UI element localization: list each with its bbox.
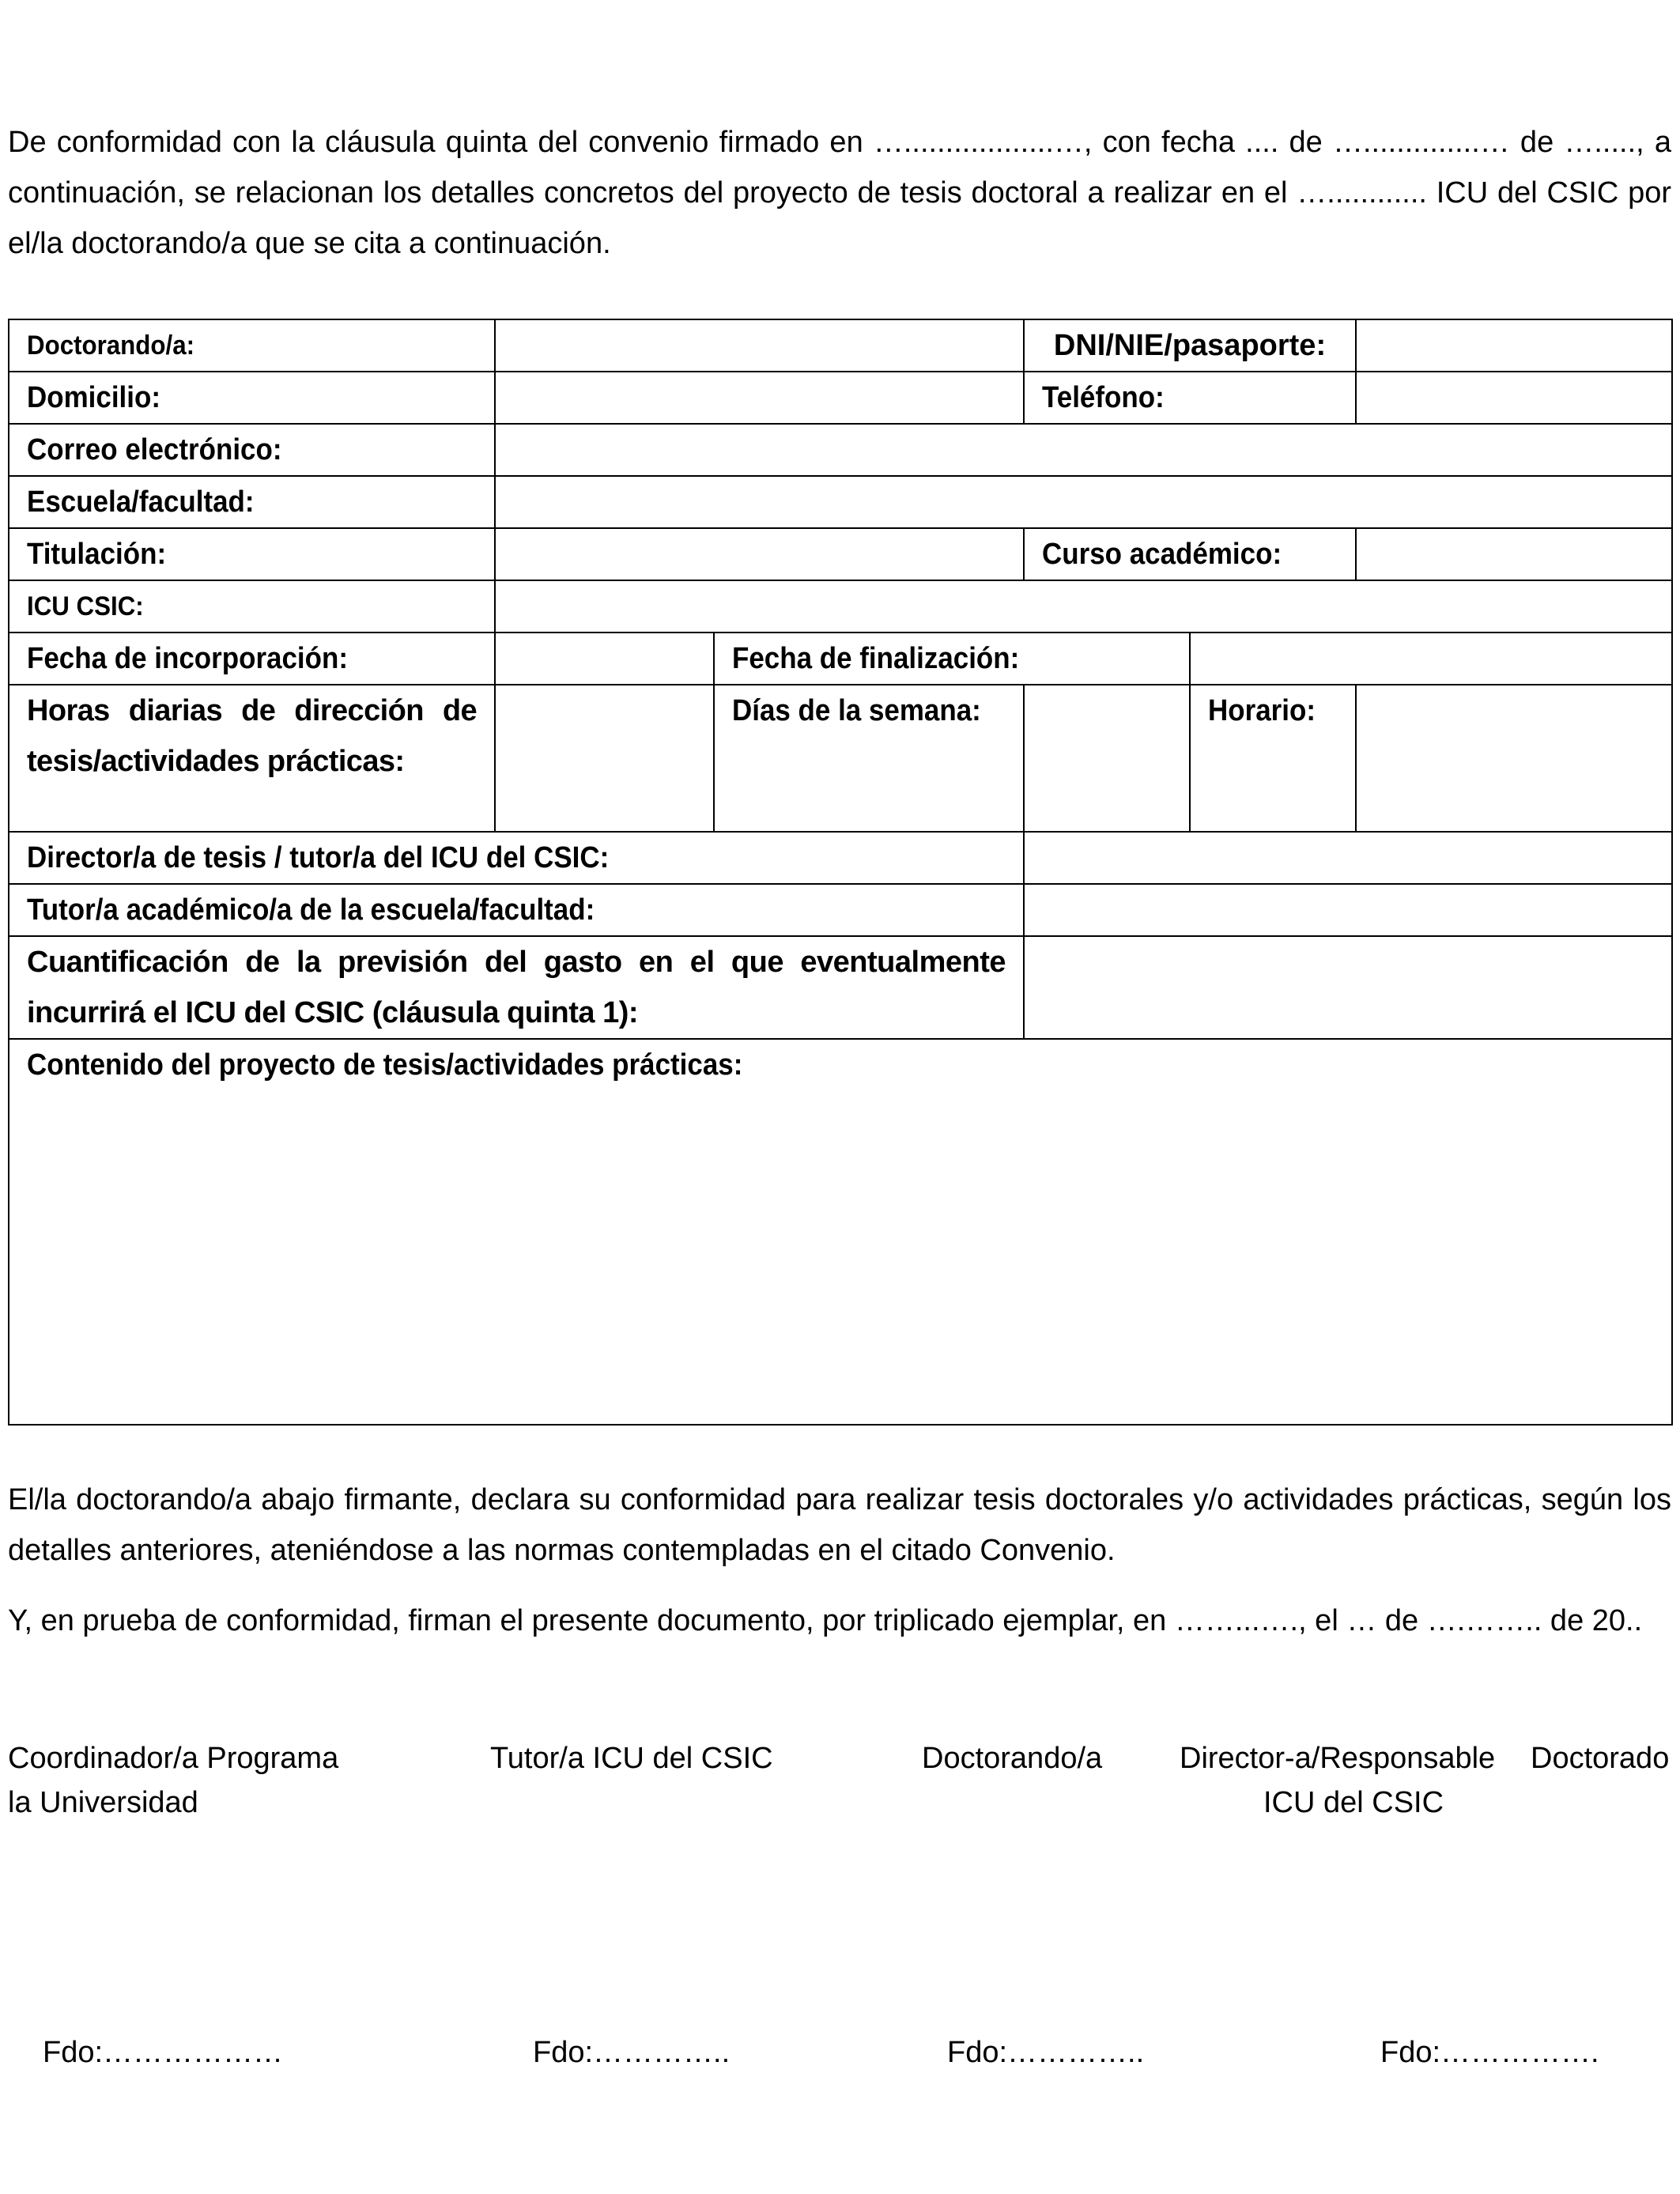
field-escuela[interactable] [495,476,1672,528]
signer-coordinator-line1: Coordinador/a Programa [8,1742,339,1775]
proof-paragraph: Y, en prueba de conformidad, firman el presente documento, por triplicado ejemplar, en ……...…., el … de ….…….. de 20.. [8,1604,1643,1637]
form-row-director [9,832,1672,884]
label-fecha-incorporacion: Fecha de incorporación: [9,633,495,685]
label-icu: ICU CSIC: [9,580,495,633]
field-icu[interactable] [495,580,1672,633]
signature-line-3: Fdo:………….. [947,2036,1145,2069]
label-horario: Horario: [1190,685,1356,832]
label-correo: Correo electrónico: [9,424,495,476]
field-domicilio[interactable] [495,372,1024,424]
label-dias: Días de la semana: [714,685,1024,832]
signer-doctorando: Doctorando/a [922,1742,1103,1775]
form-row-tutor-academico [9,884,1672,936]
signer-director-line1: Director-a/Responsable [1180,1742,1496,1775]
signature-line-1: Fdo:……………… [43,2036,284,2069]
field-telefono[interactable] [1356,372,1672,424]
field-curso[interactable] [1356,528,1672,580]
field-contenido[interactable] [9,1039,1672,1425]
intro-paragraph: De conformidad con la cláusula quinta del convenio firmado en …..................…, con fecha .... de …..............… de …....., a continuación, se relacionan los detalles concretos del proyecto de tesis doctoral a realizar en el …............ ICU del CSIC por el/la doctorando/a que se cita a continuación. [8,126,1671,260]
declaration-paragraph: El/la doctorando/a abajo firmante, declara su conformidad para realizar tesis doctorales y/o actividades prácticas, según los detalles anteriores, ateniéndose a las normas contempladas en el citado Convenio. [8,1483,1671,1567]
form-row-titulacion [9,528,1672,580]
label-cuantificacion: Cuantificación de la previsión del gasto en el que eventualmente incurrirá el ICU del CSIC (cláusula quinta 1): [9,936,1024,1039]
field-tutor-academico[interactable] [1024,884,1672,936]
field-doctorando[interactable] [495,319,1024,372]
label-curso: Curso académico: [1024,528,1356,580]
field-horario[interactable] [1356,685,1672,832]
signature-line-4: Fdo:……………. [1380,2036,1599,2069]
form-row-correo [9,424,1672,476]
thesis-form-table [8,319,1673,1426]
field-titulacion[interactable] [495,528,1024,580]
field-correo[interactable] [495,424,1672,476]
label-doctorando: Doctorando/a: [9,319,495,372]
label-telefono: Teléfono: [1024,372,1356,424]
field-fecha-finalizacion[interactable] [1190,633,1672,685]
signer-director-line2: ICU del CSIC [1263,1786,1444,1819]
form-row-horas [9,685,1672,832]
field-dias[interactable] [1024,685,1190,832]
form-row-doctorando [9,319,1672,372]
label-dni: DNI/NIE/pasaporte: [1024,319,1356,372]
form-row-escuela [9,476,1672,528]
form-row-contenido [9,1039,1672,1425]
label-horas: Horas diarias de dirección de tesis/actividades prácticas: [9,685,495,832]
form-row-domicilio [9,372,1672,424]
label-domicilio: Domicilio: [9,372,495,424]
label-titulacion: Titulación: [9,528,495,580]
field-director[interactable] [1024,832,1672,884]
form-row-cuantificacion [9,936,1672,1039]
label-tutor-academico: Tutor/a académico/a de la escuela/facultad: [9,884,1024,936]
signature-line-2: Fdo:………….. [533,2036,731,2069]
label-fecha-finalizacion: Fecha de finalización: [714,633,1190,685]
label-director: Director/a de tesis / tutor/a del ICU del CSIC: [9,832,1024,884]
signer-doctorado: Doctorado [1531,1742,1670,1775]
label-contenido: Contenido del proyecto de tesis/actividades prácticas: [27,1048,743,1082]
signer-tutor-icu: Tutor/a ICU del CSIC [490,1742,773,1775]
field-horas[interactable] [495,685,714,832]
signer-coordinator-line2: la Universidad [8,1786,198,1819]
label-escuela: Escuela/facultad: [9,476,495,528]
form-row-icu [9,580,1672,633]
field-cuantificacion[interactable] [1024,936,1672,1039]
form-row-fechas [9,633,1672,685]
field-dni[interactable] [1356,319,1672,372]
field-fecha-incorporacion[interactable] [495,633,714,685]
